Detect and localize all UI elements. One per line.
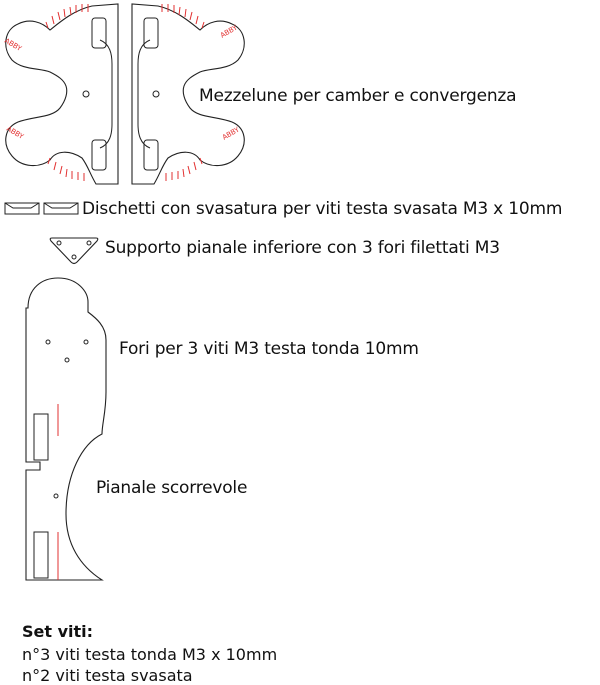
engraving-right-bottom: ABBY bbox=[221, 125, 241, 142]
set-viti-item: n°3 viti testa tonda M3 x 10mm bbox=[22, 645, 278, 664]
label-dischetti: Dischetti con svasatura per viti testa svasata M3 x 10mm bbox=[82, 199, 563, 219]
label-fori: Fori per 3 viti M3 testa tonda 10mm bbox=[119, 339, 419, 359]
engraving-right-top: ABBY bbox=[219, 23, 239, 40]
label-pianale: Pianale scorrevole bbox=[96, 478, 248, 498]
pianale-drawing bbox=[22, 274, 142, 584]
label-supporto: Supporto pianale inferiore con 3 fori filettati M3 bbox=[105, 238, 500, 258]
engraving-left-bottom: ABBY bbox=[5, 124, 25, 141]
dischetti-icon bbox=[4, 202, 80, 216]
label-mezzelune: Mezzelune per camber e convergenza bbox=[199, 86, 517, 106]
set-viti-title: Set viti: bbox=[22, 622, 94, 641]
set-viti-item: n°2 viti testa svasata bbox=[22, 666, 193, 685]
engraving-left-top: ABBY bbox=[3, 36, 23, 53]
supporto-icon bbox=[48, 236, 100, 266]
mezzaluna-left bbox=[3, 4, 118, 184]
